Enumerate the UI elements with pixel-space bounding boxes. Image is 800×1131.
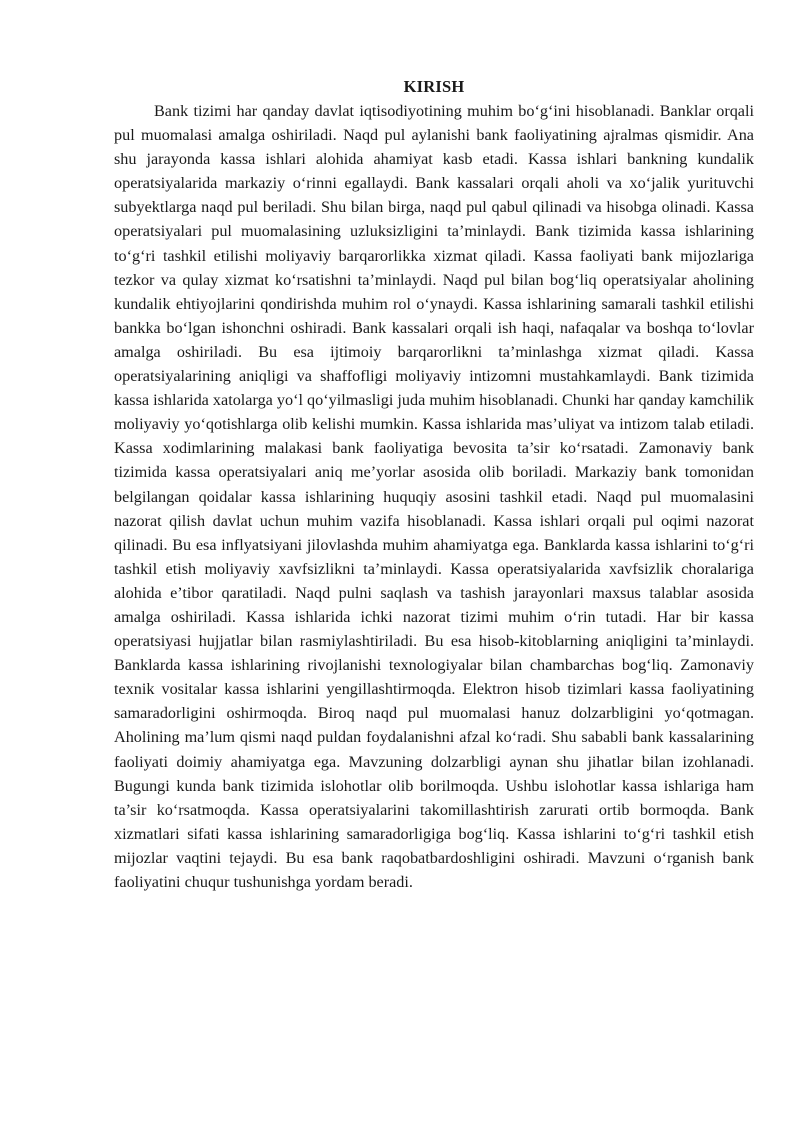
body-paragraph: Bank tizimi har qanday davlat iqtisodiyotining muhim bo‘g‘ini hisoblanadi. Banklar orqali pul muomalasi amalga oshiriladi. Naqd pul aylanishi bank faoliyatining ajralmas qismidir. Ana shu jarayonda kassa ishlari alohida ahamiyat kasb etadi. Kassa ishlari bankning kundalik operatsiyalarida markaziy o‘rinni egallaydi. Bank kassalari orqali aholi va xo‘jalik yurituvchi subyektlarga naqd pul beriladi. Shu bilan birga, naqd pul qabul qilinadi va hisobga olinadi. Kassa operatsiyalari pul muomalasining uzluksizligini ta’minlaydi. Bank tizimida kassa ishlarining to‘g‘ri tashkil etilishi moliyaviy barqarorlikka xizmat qiladi. Kassa faoliyati bank mijozlariga tezkor va qulay xizmat ko‘rsatishni ta’minlaydi. Naqd pul bilan bog‘liq operatsiyalar aholining kundalik ehtiyojlarini qondirishda muhim rol o‘ynaydi. Kassa ishlarining samarali tashkil etilishi bankka bo‘lgan ishonchni oshiradi. Bank kassalari orqali ish haqi, nafaqalar va boshqa to‘lovlar amalga oshiriladi. Bu esa ijtimoiy barqarorlikni ta’minlashga xizmat qiladi. Kassa operatsiyalarining aniqligi va shaffofligi moliyaviy intizomni mustahkamlaydi. Bank tizimida kassa ishlarida xatolarga yo‘l qo‘yilmasligi juda muhim hisoblanadi. Chunki har qanday kamchilik moliyaviy yo‘qotishlarga olib kelishi mumkin. Kassa ishlarida mas’uliyat va intizom talab etiladi. Kassa xodimlarining malakasi bank faoliyatiga bevosita ta’sir ko‘rsatadi. Zamonaviy bank tizimida kassa operatsiyalari aniq me’yorlar asosida olib boriladi. Markaziy bank tomonidan belgilangan qoidalar kassa ishlarining huquqiy asosini tashkil etadi. Naqd pul muomalasini nazorat qilish davlat uchun muhim vazifa hisoblanadi. Kassa ishlari orqali pul oqimi nazorat qilinadi. Bu esa inflyatsiyani jilovlashda muhim ahamiyatga ega. Banklarda kassa ishlarini to‘g‘ri tashkil etish moliyaviy xavfsizlikni ta’minlaydi. Kassa operatsiyalarida xavfsizlik choralariga alohida e’tibor qaratiladi. Naqd pulni saqlash va tashish jarayonlari maxsus talablar asosida amalga oshiriladi. Kassa ishlarida ichki nazorat tizimi muhim o‘rin tutadi. Har bir kassa operatsiyasi hujjatlar bilan rasmiylashtiriladi. Bu esa hisob-kitoblarning aniqligini ta’minlaydi. Banklarda kassa ishlarining rivojlanishi texnologiyalar bilan chambarchas bog‘liq. Zamonaviy texnik vositalar kassa ishlarini yengillashtirmoqda. Elektron hisob tizimlari kassa faoliyatining samaradorligini oshirmoqda. Biroq naqd pul muomalasi hanuz dolzarbligini yo‘qotmagan. Aholining ma’lum qismi naqd puldan foydalanishni afzal ko‘radi. Shu sababli bank kassalarining faoliyati doimiy ahamiyatga ega. Mavzuning dolzarbligi aynan shu jihatlar bilan izohlanadi. Bugungi kunda bank tizimida islohotlar olib borilmoqda. Ushbu islohotlar kassa ishlariga ham ta’sir ko‘rsatmoqda. Kassa operatsiyalarini takomillashtirish zarurati ortib bormoqda. Bank xizmatlari sifati kassa ishlarining samaradorligiga bog‘liq. Kassa ishlarini to‘g‘ri tashkil etish mijozlar vaqtini tejaydi. Bu esa bank raqobatbardoshligini oshiradi. Mavzuni o‘rganish bank faoliyatini chuqur tushunishga yordam beradi. xyxy=(114,102,754,891)
page-title: KIRISH xyxy=(403,77,465,96)
document-page xyxy=(114,75,754,894)
